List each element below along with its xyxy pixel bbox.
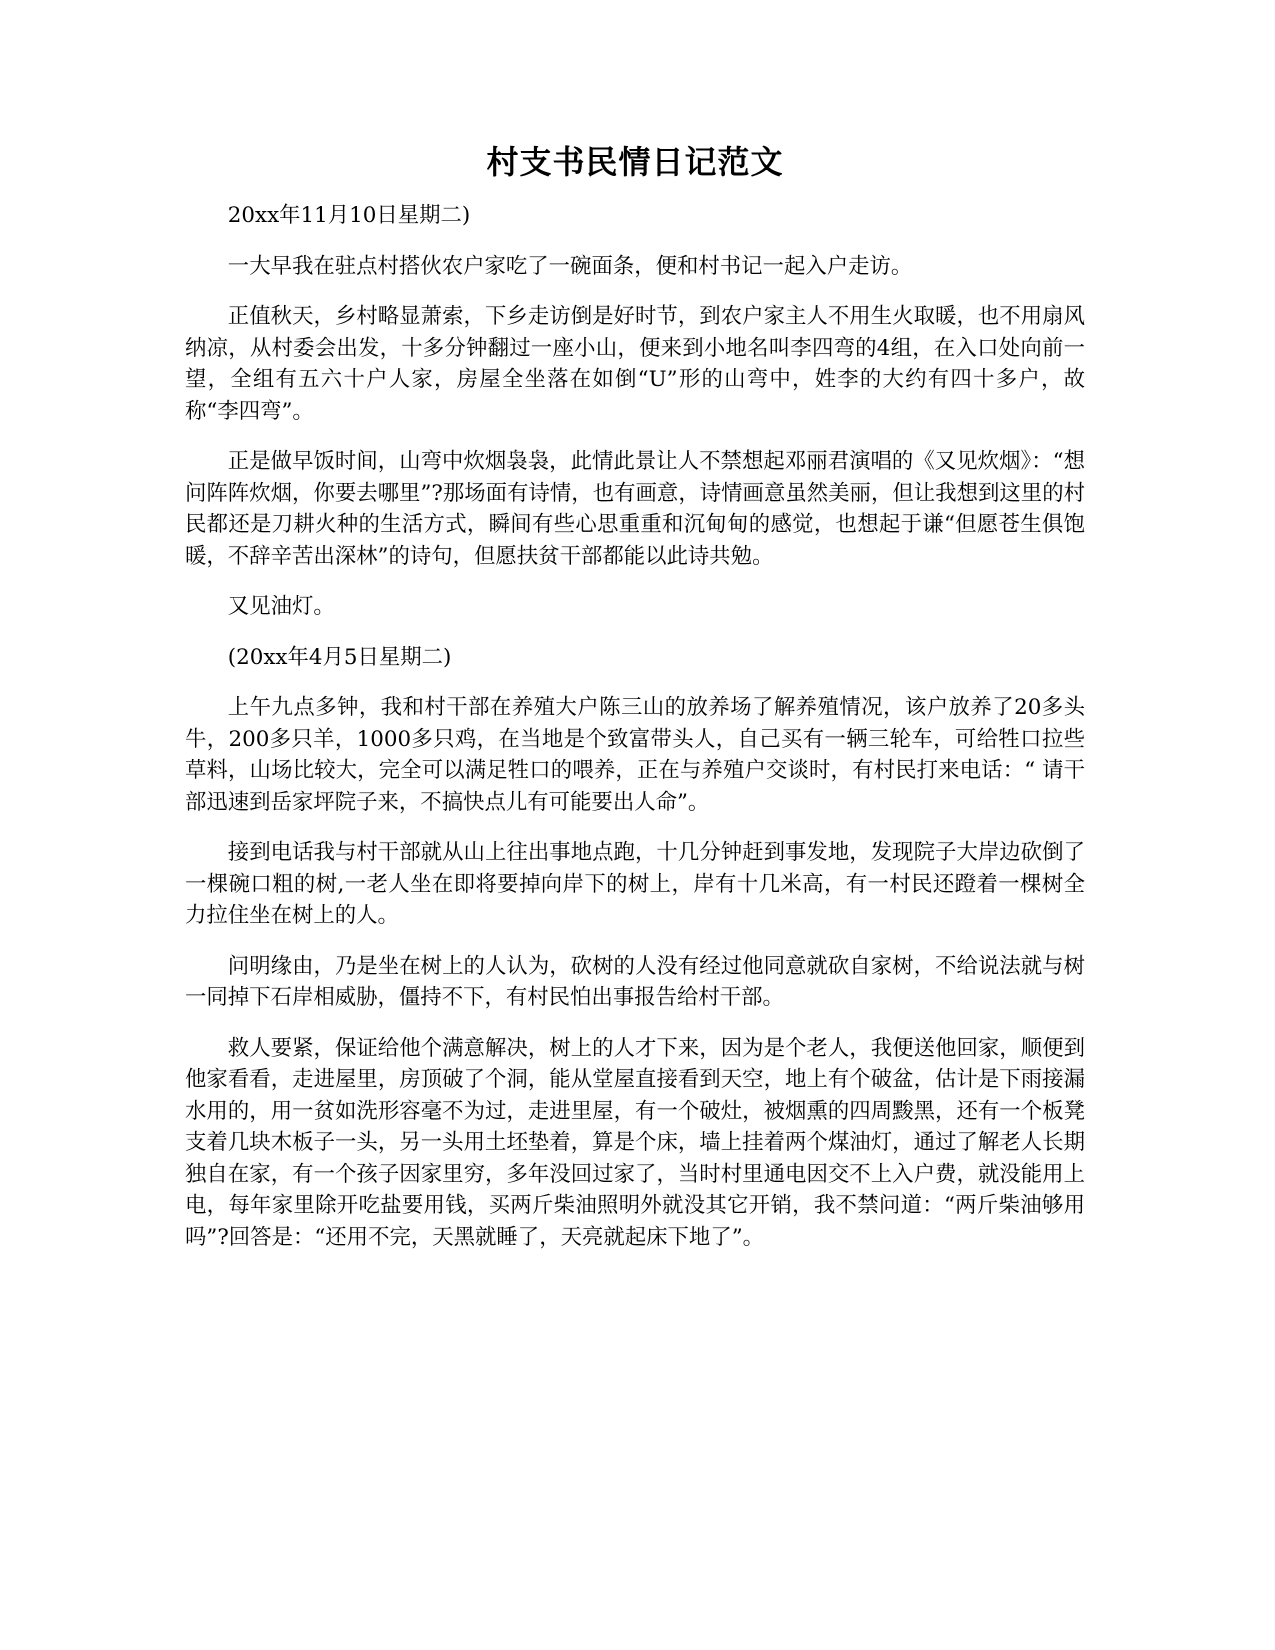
date-line-1: 20xx年11月10日星期二) [227, 203, 471, 228]
date-line-2: (20xx年4月5日星期二) [227, 644, 452, 670]
paragraph-5: 接到电话我与村干部就从山上往出事地点跑，十几分钟赶到事发地，发现院子大岸边砍倒了一棵碗口粗的树,一老人坐在即将要掉向岸下的树上，岸有十几米高，有一村民还蹬着一棵树全力拉住坐在树上的人。 [185, 840, 1085, 928]
document-page [185, 140, 1085, 1272]
paragraph-3: 正是做早饭时间，山弯中炊烟袅袅，此情此景让人不禁想起邓丽君演唱的《又见炊烟》：“想问阵阵炊烟，你要去哪里”?那场面有诗情，也有画意，诗情画意虽然美丽，但让我想到这里的村民都还是刀耕火种的生活方式，瞬间有些心思重重和沉甸甸的感觉，也想起于谦“但愿苍生俱饱暖，不辞辛苦出深林”的诗句，但愿扶贫干部都能以此诗共勉。 [185, 449, 1085, 569]
paragraph-2: 正值秋天，乡村略显萧索，下乡走访倒是好时节，到农户家主人不用生火取暖，也不用扇风纳凉，从村委会出发，十多分钟翻过一座小山，便来到小地名叫李四弯的4组，在入口处向前一望，全组有五六十户人家，房屋全坐落在如倒“U”形的山弯中，姓李的大约有四十多户，故称“李四弯”。 [185, 304, 1085, 424]
section-heading-oil-lamp: 又见油灯。 [227, 594, 335, 619]
paragraph-7: 救人要紧，保证给他个满意解决，树上的人才下来，因为是个老人，我便送他回家，顺便到他家看看，走进屋里，房顶破了个洞，能从堂屋直接看到天空，地上有个破盆，估计是下雨接漏水用的，用一贫如洗形容毫不为过，走进里屋，有一个破灶，被烟熏的四周黢黑，还有一个板凳支着几块木板子一头，另一头用土坯垫着，算是个床，墙上挂着两个煤油灯，通过了解老人长期独自在家，有一个孩子因家里穷，多年没回过家了，当时村里通电因交不上入户费，就没能用上电，每年家里除开吃盐要用钱，买两斤柴油照明外就没其它开销，我不禁问道：“两斤柴油够用吗”?回答是：“还用不完，天黑就睡了，天亮就起床下地了”。 [185, 1035, 1085, 1250]
document-title: 村支书民情日记范文 [486, 143, 784, 181]
paragraph-6: 问明缘由，乃是坐在树上的人认为，砍树的人没有经过他同意就砍自家树，不给说法就与树一同掉下石岸相威胁，僵持不下，有村民怕出事报告给村干部。 [185, 953, 1085, 1010]
paragraph-4: 上午九点多钟，我和村干部在养殖大户陈三山的放养场了解养殖情况，该户放养了20多头牛，200多只羊，1000多只鸡，在当地是个致富带头人，自己买有一辆三轮车，可给牲口拉些草料，山场比较大，完全可以满足牲口的喂养，正在与养殖户交谈时，有村民打来电话：“ 请干部迅速到岳家坪院子来，不搞快点儿有可能要出人命”。 [185, 695, 1085, 815]
paragraph-1: 一大早我在驻点村搭伙农户家吃了一碗面条，便和村书记一起入户走访。 [227, 253, 913, 279]
